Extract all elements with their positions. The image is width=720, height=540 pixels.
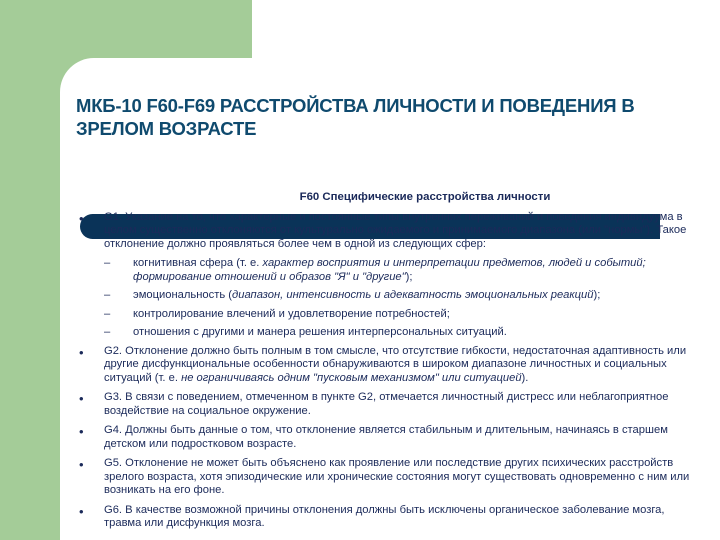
sub-item-text: когнитивная сфера (т. е. — [133, 257, 263, 269]
sub-item-emphasis: диапазон, интенсивность и адекватность эмоциональных реакций — [232, 289, 594, 301]
sub-item-impulse-control — [90, 308, 690, 322]
sub-item-text: контролирование влечений и удовлетворение потребностей; — [133, 307, 450, 320]
slide-title: МКБ-10 F60-F69 РАССТРОЙСТВА ЛИЧНОСТИ И ПОВЕДЕНИЯ В ЗРЕЛОМ ВОЗРАСТЕ — [76, 95, 635, 139]
bullet-icon: • — [79, 424, 84, 439]
item-text: G2. Отклонение должно быть полным в том смысле, что отсутствие гибкости, недостаточная адаптивность или другие дисфункциональные особенности обнаруживаются в широком диапазоне личностных и социальных ситуаций (т. е. — [104, 344, 687, 384]
sub-item-text: отношения с другими и манера решения интерперсональных ситуаций. — [133, 326, 507, 338]
item-text-end: ). — [521, 371, 529, 384]
bullet-icon: • — [79, 344, 84, 360]
list-item-g1 — [79, 210, 690, 252]
item-text: G6. В качестве возможной причины отклонения должны быть исключены органическое заболевание мозга, травма или дисфункция мозга. — [104, 503, 665, 529]
item-text: G1. Указание на то, что характерные и постоянные типы внутренних переживаний и поведения индивидуума в целом существенно отклоняются от культурально ожидаемого и принимаемого диапазона (или "нормы"). Такое отклонение должно проявляться более чем в одной из следующих сфер: — [104, 210, 687, 250]
slide-content — [79, 191, 690, 537]
sub-item-text-end: ); — [405, 270, 413, 283]
dash-icon: – — [104, 289, 111, 301]
bullet-icon: • — [79, 503, 84, 519]
bullet-icon: • — [79, 210, 84, 226]
bullet-icon: • — [79, 391, 84, 406]
bullet-icon: • — [79, 457, 84, 472]
sub-item-emphasis: характер восприятия и интерпретации предметов, людей и событий; формирование отношений и образов "Я" и "другие" — [133, 257, 646, 283]
list-item-g4 — [79, 424, 690, 451]
section-heading: F60 Специфические расстройства личности — [299, 191, 551, 203]
list-item-g6 — [79, 503, 690, 531]
dash-icon: – — [104, 326, 111, 338]
list-item-g3 — [79, 391, 690, 418]
dash-icon: – — [104, 307, 111, 320]
sub-item-relations — [90, 326, 690, 340]
sub-item-text-end: ); — [593, 289, 601, 301]
item-text: G3. В связи с поведением, отмеченном в пункте G2, отмечается личностный дистресс или неблагоприятное воздействие на социальное окружение. — [104, 391, 669, 417]
sub-item-text: эмоциональность ( — [133, 289, 233, 301]
dash-icon: – — [104, 257, 111, 269]
sub-item-cognitive — [90, 257, 690, 284]
list-item-g2 — [79, 344, 690, 386]
list-item-g5 — [79, 457, 690, 498]
item-emphasis: не ограничиваясь одним "пусковым механизмом" или ситуацией — [181, 371, 522, 384]
item-text: G4. Должны быть данные о том, что отклонение является стабильным и длительным, начинаясь в старшем детском или подростковом возрасте. — [104, 424, 668, 450]
sub-item-emotional — [90, 289, 690, 303]
item-text: G5. Отклонение не может быть объяснено как проявление или последствие других психических расстройств зрелого возраста, хотя эпизодические или хронические состояния могут существовать одновременно с ним или возникать на его фоне. — [104, 457, 690, 496]
